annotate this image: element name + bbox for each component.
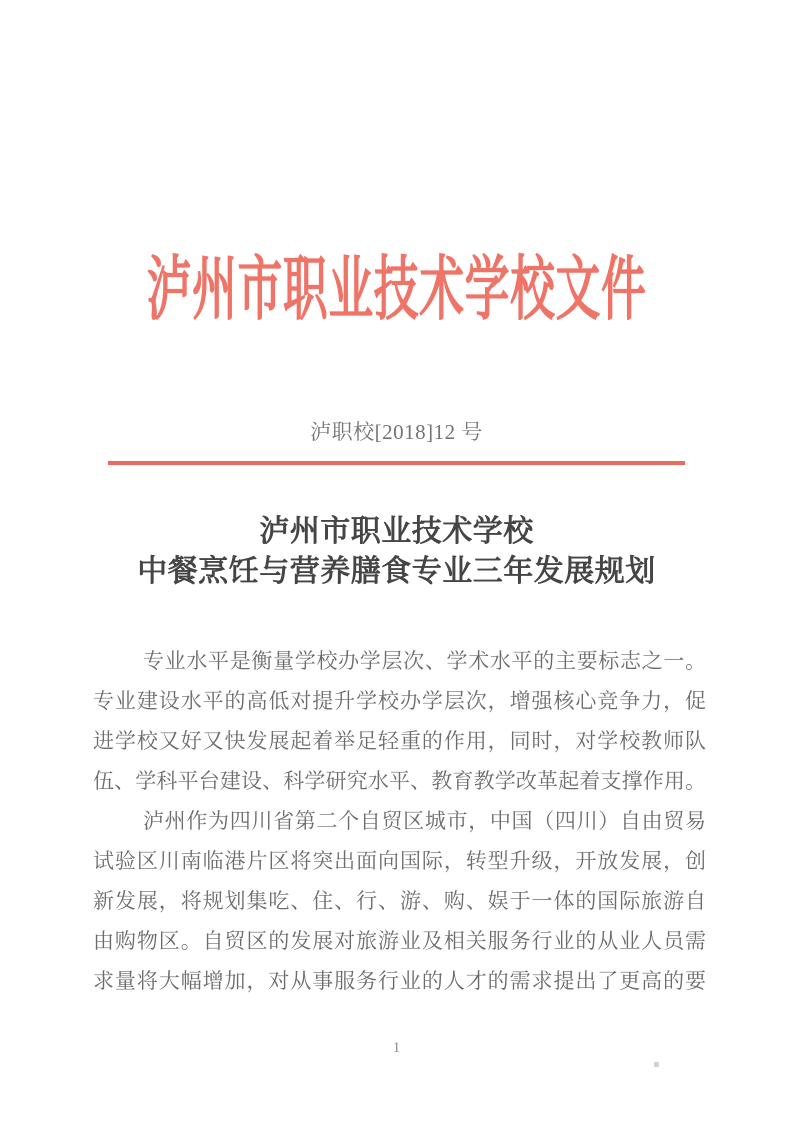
red-divider-line [108, 461, 685, 465]
body-line: 求量将大幅增加，对从事服务行业的人才的需求提出了更高的要 [93, 969, 706, 993]
document-title-line1: 泸州市职业技术学校 [259, 515, 534, 548]
issuing-authority-title: 泸州市职业技术学校文件 [146, 252, 647, 329]
document-number: 泸职校[2018]12 号 [310, 420, 483, 444]
body-line: 新发展，将规划集吃、住、行、游、购、娱于一体的国际旅游自 [93, 889, 706, 913]
document-body [93, 641, 706, 1001]
body-line: 试验区川南临港片区将突出面向国际，转型升级，开放发展，创 [93, 849, 706, 873]
red-header-banner [0, 248, 793, 334]
body-line: 伍、学科平台建设、科学研究水平、教育教学改革起着支撑作用。 [93, 769, 706, 793]
body-line: 泸州作为四川省第二个自贸区城市，中国（四川）自由贸易 [143, 809, 706, 833]
document-title-line2: 中餐烹饪与营养膳食专业三年发展规划 [137, 555, 656, 588]
body-line: 由购物区。自贸区的发展对旅游业及相关服务行业的从业人员需 [93, 929, 706, 953]
body-line: 专业建设水平的高低对提升学校办学层次，增强核心竞争力，促 [93, 689, 706, 713]
scan-speck [654, 1062, 659, 1067]
body-line: 进学校又好又快发展起着举足轻重的作用，同时，对学校教师队 [93, 729, 706, 753]
document-title [0, 512, 793, 592]
body-line: 专业水平是衡量学校办学层次、学术水平的主要标志之一。 [143, 649, 706, 673]
page-number: 1 [392, 1040, 401, 1056]
